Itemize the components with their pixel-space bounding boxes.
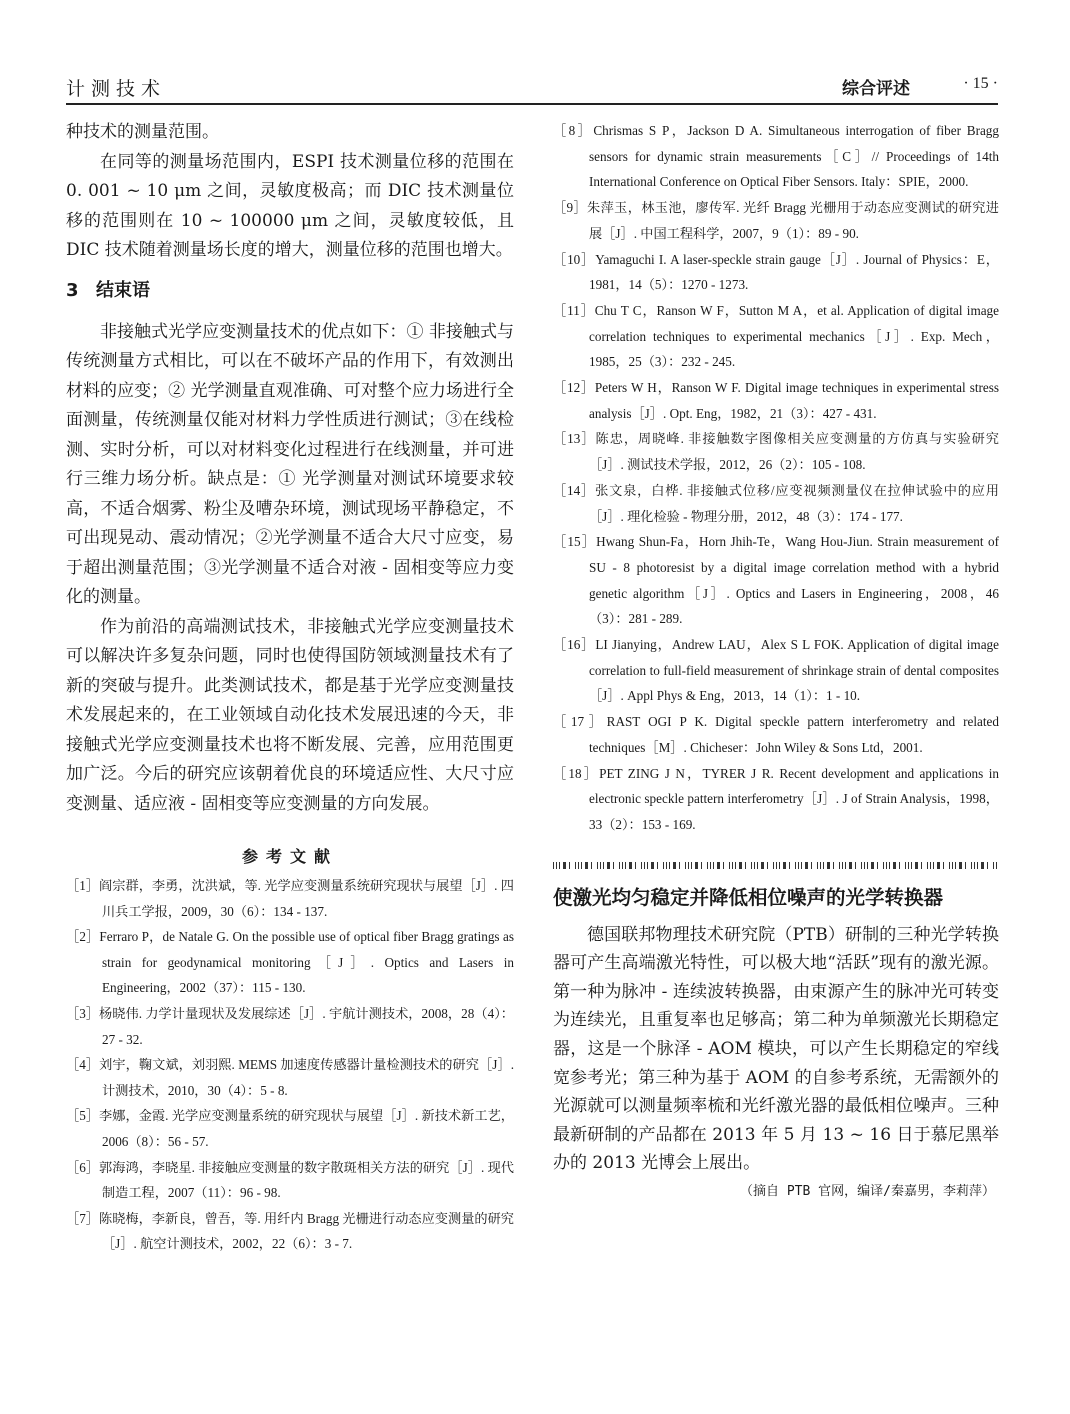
section-number: 3 (66, 279, 79, 301)
section-label: 综合评述 (842, 79, 910, 99)
reference-item: ［12］Peters W H，Ranson W F. Digital image techniques in experimental stress analysis［J］. Opt. Eng，1982，21（3）：427 - 431. (553, 380, 999, 421)
news-body (553, 921, 999, 1200)
reference-item: ［2］Ferraro P，de Natale G. On the possible use of optical fiber Bragg gratings as strain for geodynamical monitoring［J］. Optics and Lasers in Engineering，2002（37）：115 - 130. (66, 929, 514, 996)
right-column (553, 118, 999, 1207)
header-rule (66, 103, 998, 105)
reference-item: ［5］李娜，金霞. 光学应变测量系统的研究现状与展望［J］. 新技术新工艺，2006（8）：56 - 57. (66, 1108, 514, 1149)
section-heading (66, 277, 514, 305)
reference-item: ［15］Hwang Shun-Fa，Horn Jhih-Te，Wang Hou-Jiun. Strain measurement of SU - 8 photoresist by a digital image correlation method with a hybrid genetic algorithm［J］. Optics and Lasers in Engineering，2008，46（3）：281 - 289. (553, 534, 999, 627)
reference-item: ［4］刘宇，鞠文斌，刘羽熙. MEMS 加速度传感器计量检测技术的研究［J］. 计测技术，2010，30（4）：5 - 8. (66, 1057, 514, 1098)
paragraph-continuation: 种技术的测量范围。 (66, 122, 219, 142)
reference-item: ［14］张文泉，白桦. 非接触式位移/应变视频测量仪在拉伸试验中的应用［J］. 理化检验 - 物理分册，2012，48（3）：174 - 177. (553, 482, 999, 524)
paragraph-range-comparison: 在同等的测量场范围内，ESPI 技术测量位移的范围在 0. 001 ~ 10 μm 之间，灵敏度极高；而 DIC 技术测量位移的范围则在 10 ~ 100000 μm 之间，灵敏度较低，且 DIC 技术随着测量场长度的增大，测量位移的范围也增大。 (66, 151, 514, 260)
left-column (66, 118, 514, 1257)
reference-item: ［3］杨晓伟. 力学计量现状及发展综述［J］. 宇航计测技术，2008，28（4）：27 - 32. (66, 1005, 514, 1047)
journal-name: 计测技术 (66, 78, 167, 100)
reference-item: ［8］Chrismas S P，Jackson D A. Simultaneous interrogation of fiber Bragg sensors for dynamic strain measurements［C］// Proceedings of 14th International Conference on Optical Fiber Sensors. Italy：SPIE，2000. (553, 123, 999, 190)
reference-item: ［7］陈晓梅，李新良，曾吾，等. 用纤内 Bragg 光栅进行动态应变测量的研究［J］. 航空计测技术，2002，22（6）：3 - 7. (66, 1210, 514, 1252)
references-title: 参考文献 (241, 847, 338, 866)
ornamental-divider (553, 862, 999, 869)
reference-item: ［13］陈忠，周晓峰. 非接触数字图像相关应变测量的方仿真与实验研究［J］. 测试技术学报，2012，26（2）：105 - 108. (553, 431, 999, 473)
reference-item: ［6］郭海鸿，李晓星. 非接触应变测量的数字散斑相关方法的研究［J］. 现代制造工程，2007（11）：96 - 98. (66, 1159, 514, 1201)
reference-item: ［11］Chu T C，Ranson W F，Sutton M A，et al. Application of digital image correlation techniques to experimental mechanics［J］. Exp. Mech，1985，25（3）：232 - 245. (553, 302, 999, 370)
page-number: · 15 · (963, 75, 998, 92)
reference-item: ［9］朱萍玉，林玉池，廖传军. 光纤 Bragg 光栅用于动态应变测试的研究进展［J］. 中国工程科学，2007，9（1）：89 - 90. (553, 200, 999, 241)
news-source: （摘自 PTB 官网，编译/秦嘉男，李莉萍） (740, 1184, 995, 1200)
reference-list (66, 873, 514, 1257)
reference-item: ［17］RAST OGI P K. Digital speckle pattern interferometry and related techniques［M］. Chicheser：John Wiley & Sons Ltd，2001. (553, 714, 999, 755)
section-title: 结束语 (96, 279, 150, 301)
reference-list-continued (553, 118, 999, 838)
paragraph-advantages: 非接触式光学应变测量技术的优点如下：① 非接触式与传统测量方式相比，可以在不破坏产品的作用下，有效测出材料的应变；② 光学测量直观准确、可对整个应力场进行全面测量，传统测量仅能对材料力学性质进行测试；③在线检测、实时分析，可以对材料变化过程进行在线测量，并可进行三维力场分析。缺点是：① 光学测量对测试环境要求较高，不适合烟雾、粉尘及嘈杂环境，测试现场平静稳定，不可出现晃动、震动情况；②光学测量不适合大尺寸应变，易于超出测量范围；③光学测量不适合对液 - 固相变等应力变化的测量。 (66, 321, 514, 607)
news-body-text: 德国联邦物理技术研究院（PTB）研制的三种光学转换器可产生高端激光特性，可以极大地“活跃”现有的激光源。第一种为脉冲 - 连续波转换器，由束源产生的脉冲光可转变为连续光，且重复率也足够高；第二种为单频激光长期稳定器，这是一个脉泽 - AOM 模块，可以产生长期稳定的窄线宽参考光；第三种为基于 AOM 的自参考系统，无需额外的光源就可以测量频率梳和光纤激光器的最低相位噪声。三种最新研制的产品都在 2013 年 5 月 13 ~ 16 日于慕尼黑举办的 2013 光博会上展出。 (553, 924, 999, 1174)
reference-item: ［16］LI Jianying，Andrew LAU，Alex S L FOK. Application of digital image correlation to full-field measurement of shrinkage strain of dental composites［J］. Appl Phys & Eng，2013，14（1）：1 - 10. (553, 637, 999, 704)
reference-item: ［1］阎宗群，李勇，沈洪斌，等. 光学应变测量系统研究现状与展望［J］. 四川兵工学报，2009，30（6）：134 - 137. (66, 878, 514, 919)
reference-item: ［10］Yamaguchi I. A laser-speckle strain gauge［J］. Journal of Physics：E，1981，14（5）：1270 - 1273. (553, 251, 999, 293)
paragraph-outlook: 作为前沿的高端测试技术，非接触式光学应变测量技术可以解决许多复杂问题，同时也使得国防领域测量技术有了新的突破与提升。此类测试技术，都是基于光学应变测量技术发展起来的，在工业领域自动化技术发展迅速的今天，非接触式光学应变测量技术也将不断发展、完善，应用范围更加广泛。今后的研究应该朝着优良的环境适应性、大尺寸应变测量、适应液 - 固相变等应变测量的方向发展。 (66, 616, 514, 814)
reference-item: ［18］PET ZING J N，TYRER J R. Recent development and applications in electronic speckle pattern interferometry［J］. J of Strain Analysis，1998，33（2）：153 - 169. (553, 765, 999, 832)
news-brief (553, 883, 999, 1200)
running-header (66, 72, 998, 98)
news-title: 使激光均匀稳定并降低相位噪声的光学转换器 (553, 885, 944, 909)
